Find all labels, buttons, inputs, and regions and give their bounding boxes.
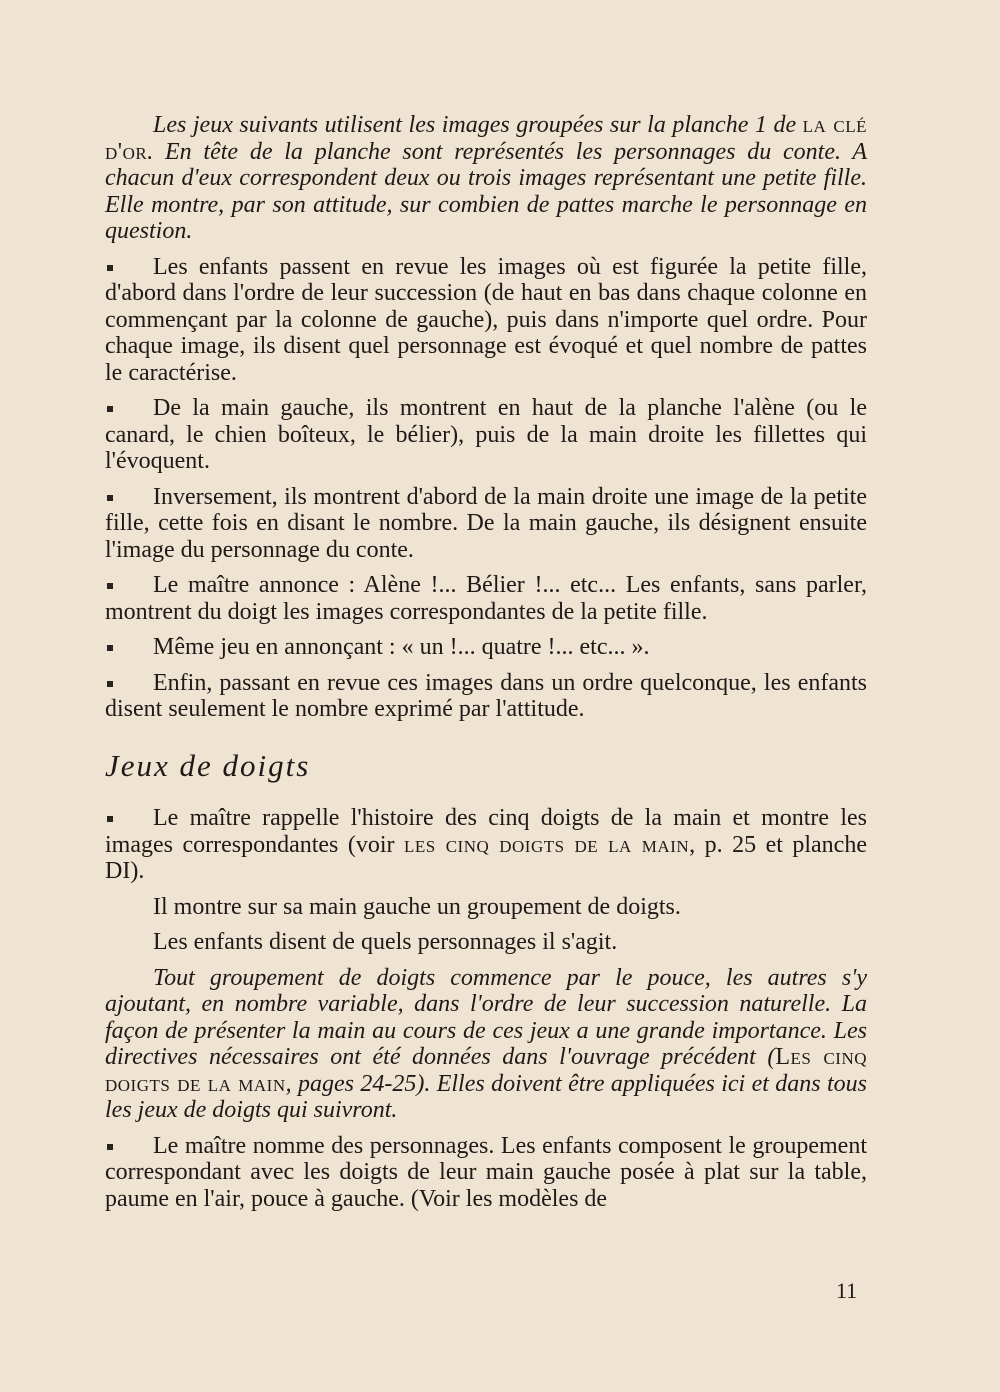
bullet-square-icon [107, 583, 113, 589]
list-item: Même jeu en annonçant : « un !... quatre !... etc... ». [105, 634, 867, 661]
bullet-square-icon [107, 495, 113, 501]
list-item: Inversement, ils montrent d'abord de la main droite une image de la petite fille, cette fois en disant le nombre. De la main gauche, ils désignent ensuite l'image du personnage du conte. [105, 483, 867, 563]
section-heading: Jeux de doigts [105, 747, 311, 783]
bullet-square-icon [107, 1144, 113, 1150]
bullet-square-icon [107, 406, 113, 412]
list-item: Le maître annonce : Alène !... Bélier !... etc... Les enfants, sans parler, montrent du doigt les images correspondantes de la petite fille. [105, 572, 867, 625]
page-body [105, 112, 867, 1221]
list-item: Enfin, passant en revue ces images dans un ordre quelconque, les enfants disent seulement le nombre exprimé par l'attitude. [105, 669, 867, 722]
book-reference: Les cinq doigts de la main [105, 1044, 867, 1097]
intro-paragraph: Les jeux suivants utilisent les images groupées sur la planche 1 de la clé d'or. En tête de la planche sont représentés les personnages du conte. A chacun d'eux correspondent deux ou trois images représentant une petite fille. Elle montre, par son attitude, sur combien de pattes marche le personnage en question. [105, 112, 867, 244]
book-reference: les cinq doigts de la main [404, 831, 690, 858]
list-item: Les enfants passent en revue les images où est figurée la petite fille, d'abord dans l'ordre de leur succession (de haut en bas dans chaque colonne en commençant par la colonne de gauche), puis dans n'importe quel ordre. Pour chaque image, ils disent quel personnage est évoqué et quel nombre de pattes le caractérise. [105, 253, 867, 386]
bullet-square-icon [107, 681, 113, 687]
note-paragraph: Tout groupement de doigts commence par le pouce, les autres s'y ajoutant, en nombre variable, dans l'ordre de leur succession naturelle. La façon de présenter la main au cours de ces jeux a une grande importance. Les directives nécessaires ont été données dans l'ouvrage précédent (Les cinq doigts de la main, pages 24-25). Elles doivent être appliquées ici et dans tous les jeux de doigts qui suivront. [105, 964, 867, 1123]
list-item: De la main gauche, ils montrent en haut de la planche l'alène (ou le canard, le chien boîteux, le bélier), puis de la main droite les fillettes qui l'évoquent. [105, 395, 867, 474]
paragraph: Il montre sur sa main gauche un groupement de doigts. [153, 893, 681, 920]
list-item: Le maître rappelle l'histoire des cinq doigts de la main et montre les images correspondantes (voir les cinq doigts de la main, p. 25 et planche DI). [105, 805, 867, 884]
bullet-square-icon [107, 265, 113, 271]
bullet-square-icon [107, 645, 113, 651]
page-number: 11 [836, 1278, 858, 1303]
book-title-la-cle-d-or: la clé d'or [105, 112, 867, 165]
list-item: Le maître nomme des personnages. Les enfants composent le groupement correspondant avec les doigts de leur main gauche posée à plat sur la table, paume en l'air, pouce à gauche. (Voir les modèles de [105, 1132, 867, 1212]
bullet-square-icon [107, 816, 113, 822]
paragraph: Les enfants disent de quels personnages il s'agit. [153, 929, 618, 955]
